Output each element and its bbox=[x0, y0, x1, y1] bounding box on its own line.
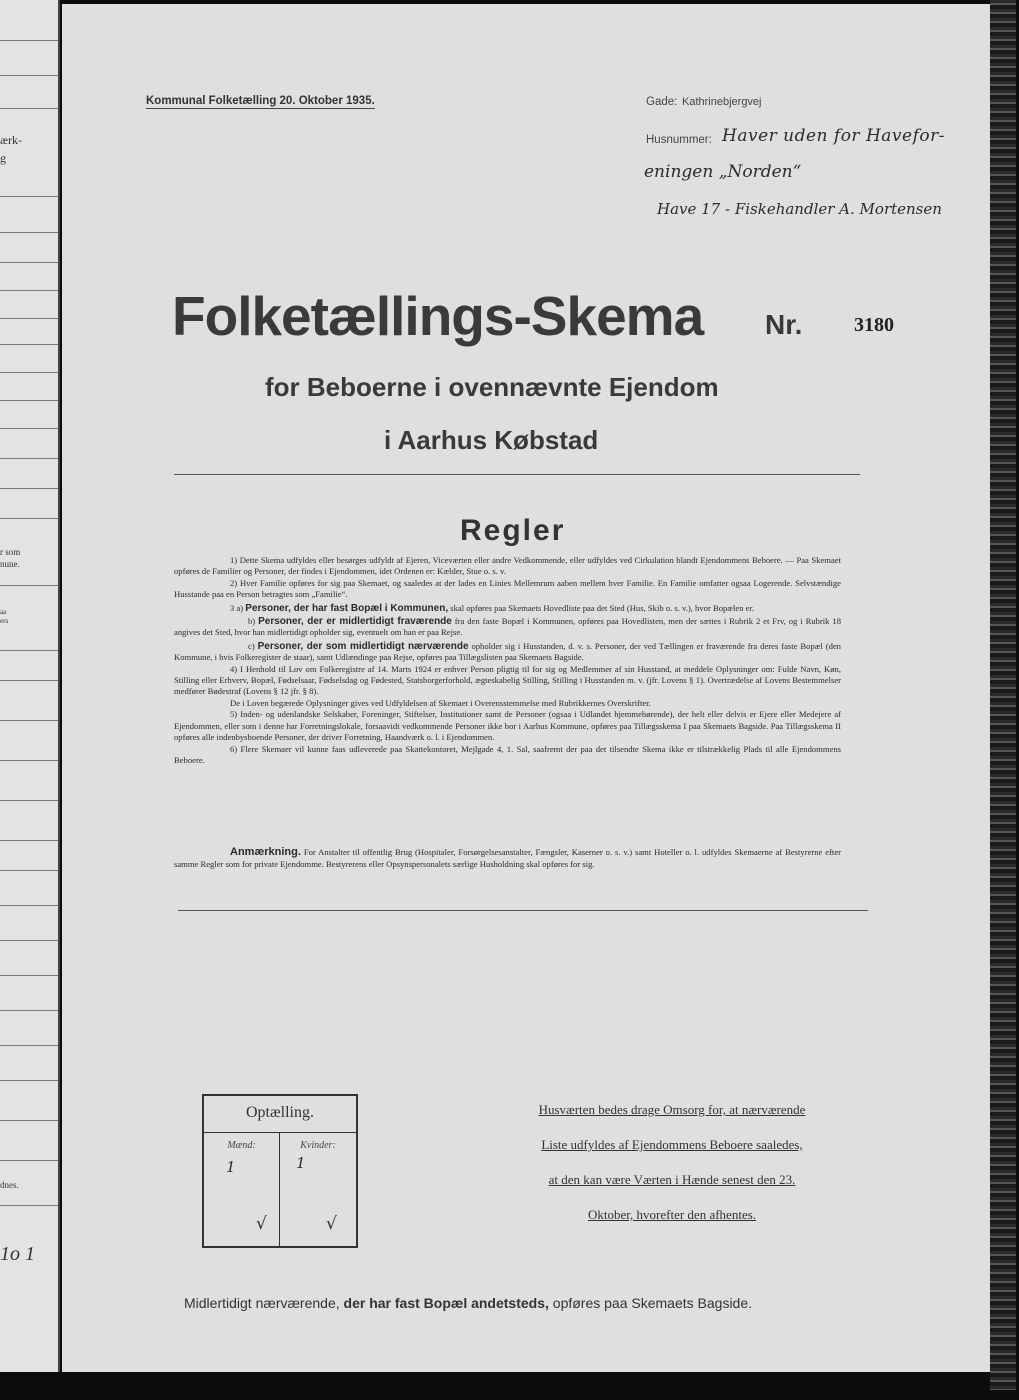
count-title: Optælling. bbox=[245, 1104, 314, 1121]
women-label: Kvinder: bbox=[300, 1140, 336, 1151]
rule-4: 4) I Henhold til Lov om Folkeregistre af 14. Marts 1924 er enhver Person pligtig til for sig og Medlemmer af sin Husstand, at meddele Oplysninger om: Fulde Navn, Køn, Stilling eller Erhverv, Bopæl, Fødselsaar, Fødselsdag og Fødested, Statsborgerforhold, ægteskabelig Stilling, Stilling i Husstanden m. v. (jfr. Lovens § 1). Overtrædelse af Lovens Bestemmelser medfører Bødestraf (Lovens § 12 jfr. § 8). bbox=[174, 663, 841, 697]
rule-2: 2) Hver Familie opføres for sig paa Skemaet, og saaledes at der lades en Linies Mellemrum aaben mellem hver Familie. En Familie omfatter ogsaa Logerende. Selvstændige Husstande paa en Person betragtes som „Familie“. bbox=[174, 577, 841, 600]
form-main-title: Folketællings-Skema bbox=[172, 285, 704, 347]
footer-bold: der har fast Bopæl andetsteds, bbox=[343, 1295, 549, 1311]
husnummer-handwriting-2: eningen „Norden“ bbox=[644, 162, 802, 182]
left-fragment-1: ærk- bbox=[0, 133, 22, 147]
book-binding-edge bbox=[990, 0, 1016, 1390]
men-count: 1 bbox=[226, 1158, 236, 1176]
left-page-fragment bbox=[0, 0, 60, 1372]
rules-body bbox=[174, 555, 841, 766]
notice-line-3: at den kan være Værten i Hænde senest den 23. bbox=[548, 1172, 796, 1187]
left-fragment-8: 1o 1 bbox=[0, 1243, 35, 1265]
rule-3a: 3 a) Personer, der har fast Bopæl i Kommunen, skal opføres paa Skemaets Hovedliste paa det Sted (Hus, Skib o. s. v.), hvor Bopælen er. bbox=[230, 602, 755, 614]
footer-pre: Midlertidigt nærværende, bbox=[184, 1295, 340, 1311]
gade-label: Gade: bbox=[646, 96, 678, 108]
left-fragment-3: r som bbox=[0, 547, 21, 557]
rule-3b: b) Personer, der er midlertidigt fraværende fra den faste Bopæl i Kommunen, opføres paa Hovedlisten, men der sættes i Rubrik 2 et Frv, og i Rubrik 18 angives det Sted, hvor han midlertidigt opholder sig, eventuelt om han er paa Rejse. bbox=[174, 616, 841, 638]
women-count: 1 bbox=[296, 1154, 306, 1172]
divider-top bbox=[174, 474, 860, 475]
count-box bbox=[202, 1094, 358, 1248]
notice-line-1: Husværten bedes drage Omsorg for, at nærværende bbox=[538, 1102, 806, 1117]
remark-text: For Anstalter til offentlig Brug (Hospitaler, Forsørgelsesanstalter, Fængsler, Kaserner o. s. v.) samt Hoteller o. l. udfyldes Skemaerne af Bestyrerne efter samme Regler som for private Ejendomme. Bestyrerens eller Opsynspersonalets særlige Husholdning skal opføres for sig. bbox=[174, 847, 841, 869]
rule-4b: De i Loven begærede Oplysninger gives ved Udfyldelsen af Skemaet i Overensstemmelse med Rubrikkernes Overskrifter. bbox=[230, 697, 651, 708]
left-fragment-7: dnes. bbox=[0, 1180, 19, 1190]
rule-6: 6) Flere Skemaer vil kunne faas udleverede paa Skattekontoret, Mejlgade 4, 1. Sal, saafremt der paa det tilsendte Skema ikke er tilstrækkelig Plads til alle Ejendommens Beboere. bbox=[174, 743, 841, 765]
divider-bottom bbox=[178, 910, 868, 911]
remark-block bbox=[174, 846, 841, 870]
gade-value: Kathrinebjergvej bbox=[682, 96, 762, 108]
landlord-notice bbox=[502, 1092, 842, 1232]
rule-3c: c) Personer, der som midlertidigt nærværende opholder sig i Husstanden, d. v. s. Personer, der ved Tællingen er fraværende fra deres faste Bopæl (den Kommune, i hvis Folkeregister de staar), samt Udlændinge paa Rejse, opføres paa Tillægslisten paa Skemaets Bagside. bbox=[174, 640, 841, 663]
rules-heading: Regler bbox=[460, 514, 566, 547]
left-fragment-4: nune. bbox=[0, 559, 20, 569]
rule-1: 1) Dette Skema udfyldes eller besørges udfyldt af Ejeren, Viceværten eller andre Vedkommende, eller udfyldes ved Cirkulation blandt Ejendommens Beboere. — Paa Skemaet opføres de Familier og Personer, der findes i Ejendommen, idet Ordenen er: Kælder, Stue o. s. v. bbox=[174, 555, 841, 577]
husnummer-label: Husnummer: bbox=[646, 134, 712, 146]
census-form-page bbox=[62, 4, 990, 1372]
rule-5: 5) Inden- og udenlandske Selskaber, Foreninger, Stiftelser, Institutioner samt de Personer (ogsaa i Udlandet hjemmehørende), der helt eller delvis er Ejere eller Medejere af Ejendommen, eller som i denne har Forretningslokale, forsaavidt vedkommende Personer ikke bor i Aarhus Kommune, opføres paa Tillægsskema I paa Skemaets Bagside. Paa Tillægsskema II opføres alle indenbysboende Personer, der driver Forretning, Haandværk o. l. i Ejendommen. bbox=[174, 709, 841, 743]
footer-post: opføres paa Skemaets Bagside. bbox=[552, 1295, 753, 1311]
men-check-mark: √ bbox=[256, 1214, 267, 1234]
form-number: 3180 bbox=[854, 314, 894, 336]
men-label: Mænd: bbox=[227, 1140, 256, 1151]
form-nr-label: Nr. bbox=[765, 309, 803, 340]
left-fragment-5: aa bbox=[0, 608, 7, 616]
notice-line-2: Liste udfyldes af Ejendommens Beboere saaledes, bbox=[541, 1137, 803, 1152]
header-census-title: Kommunal Folketælling 20. Oktober 1935. bbox=[146, 95, 375, 107]
form-subtitle: for Beboerne i ovennævnte Ejendom bbox=[265, 372, 719, 402]
women-check-mark: √ bbox=[326, 1214, 337, 1234]
notice-line-4: Oktober, hvorefter den afhentes. bbox=[587, 1207, 757, 1222]
form-subtitle-city: i Aarhus Købstad bbox=[384, 425, 599, 455]
remark-label: Anmærkning. bbox=[230, 846, 301, 858]
footer-note bbox=[184, 1295, 752, 1311]
husnummer-handwriting-3: Have 17 - Fiskehandler A. Mortensen bbox=[657, 200, 942, 218]
left-fragment-6: ers bbox=[0, 617, 9, 625]
husnummer-handwriting-1: Haver uden for Havefor- bbox=[722, 126, 945, 146]
left-fragment-2: g bbox=[0, 151, 6, 165]
count-divider bbox=[204, 1132, 356, 1133]
